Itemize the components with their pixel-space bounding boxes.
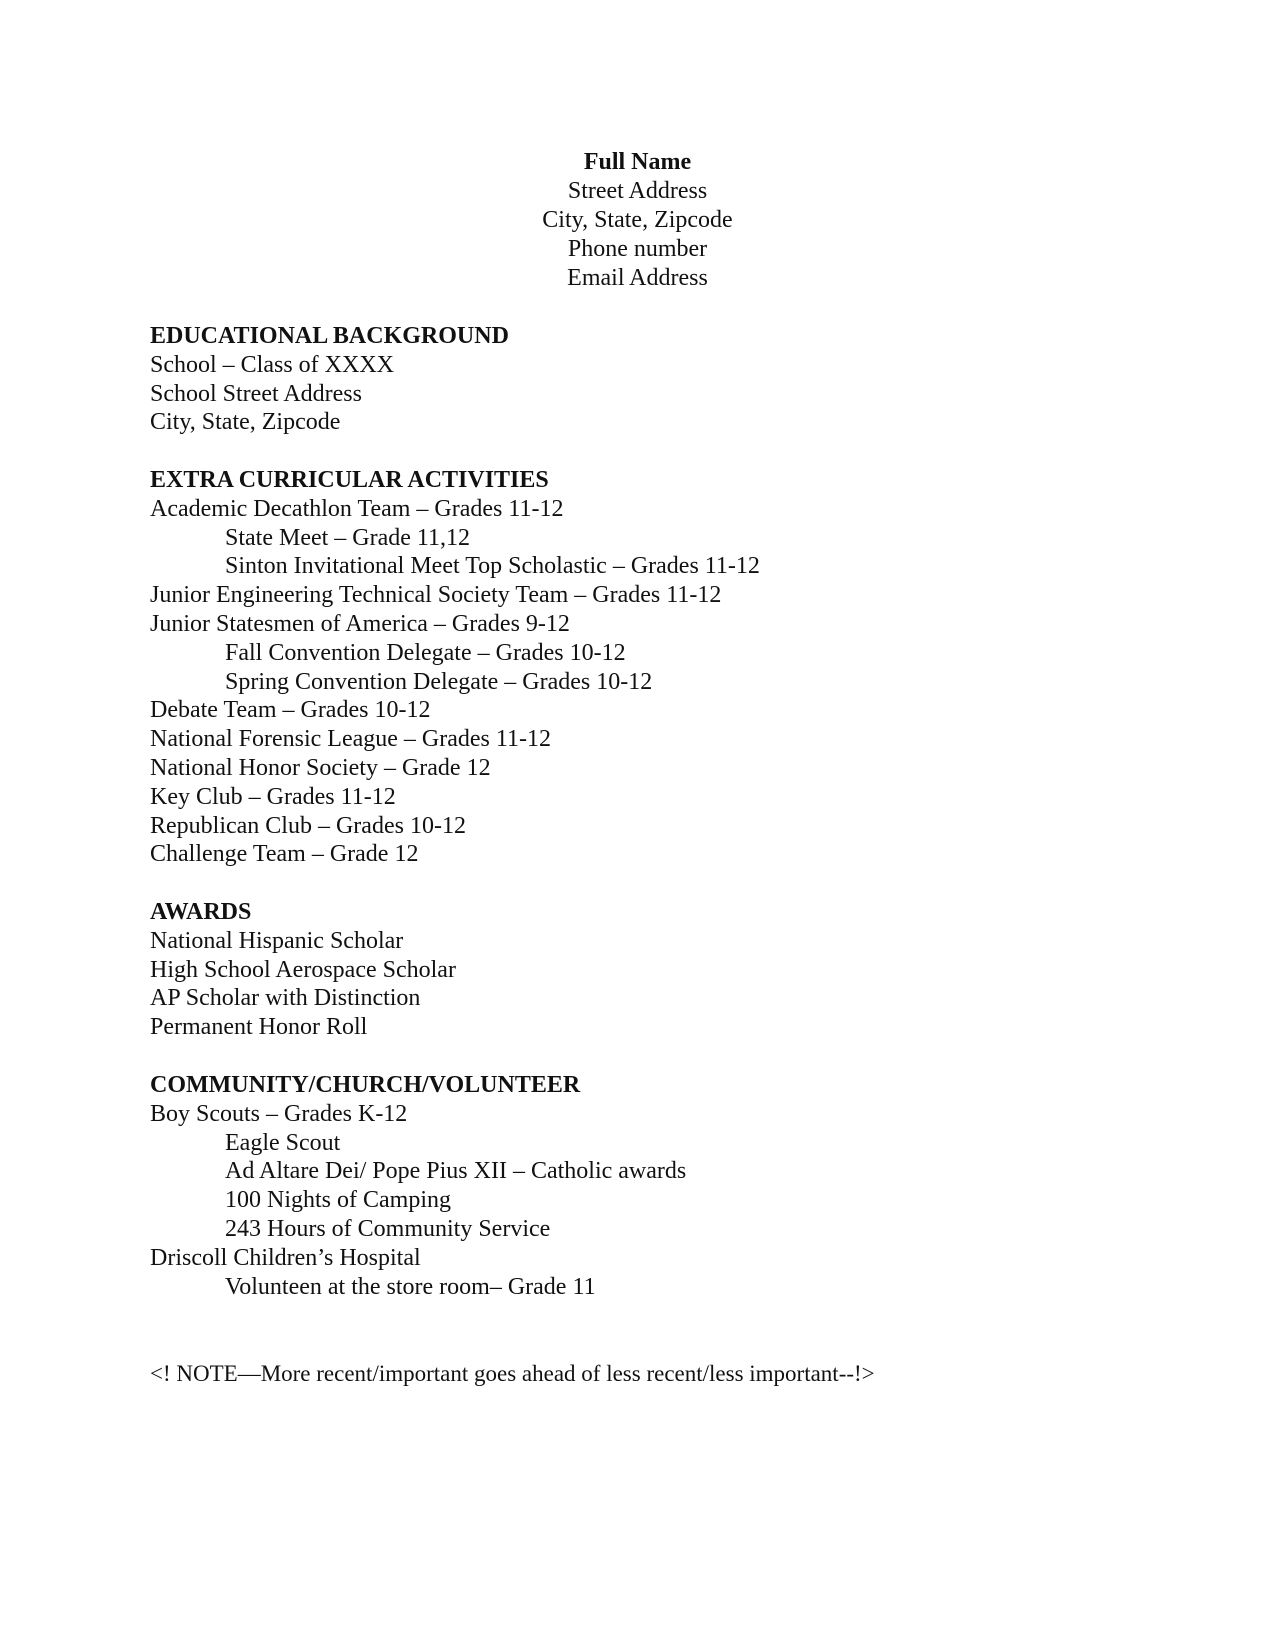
activity-item: Key Club – Grades 11-12	[150, 783, 396, 810]
education-line: School Street Address	[150, 380, 362, 407]
community-subitem: Ad Altare Dei/ Pope Pius XII – Catholic awards	[225, 1158, 687, 1185]
education-line: City, State, Zipcode	[150, 409, 341, 436]
activity-item: Challenge Team – Grade 12	[150, 841, 419, 868]
ordering-note: <! NOTE—More recent/important goes ahead of less recent/less important--!>	[150, 1361, 875, 1386]
award-item: AP Scholar with Distinction	[150, 985, 421, 1012]
activity-subitem: Sinton Invitational Meet Top Scholastic – Grades 11-12	[225, 553, 760, 580]
education-title: EDUCATIONAL BACKGROUND	[150, 323, 509, 349]
award-item: Permanent Honor Roll	[150, 1014, 368, 1041]
activity-item: Debate Team – Grades 10-12	[150, 697, 431, 724]
contact-header	[0, 148, 1275, 293]
community-item: Driscoll Children’s Hospital	[150, 1244, 421, 1271]
email-address: Email Address	[567, 265, 708, 291]
activity-item: National Forensic League – Grades 11-12	[150, 726, 551, 753]
community-subitem: Volunteen at the store room– Grade 11	[225, 1273, 596, 1300]
education-section	[150, 322, 1230, 437]
community-section	[150, 1071, 1230, 1301]
education-line: School – Class of XXXX	[150, 351, 394, 378]
community-subitem: 243 Hours of Community Service	[225, 1215, 551, 1242]
community-item: Boy Scouts – Grades K-12	[150, 1100, 408, 1127]
phone-number: Phone number	[567, 236, 708, 262]
community-subitem: 100 Nights of Camping	[225, 1187, 451, 1214]
street-address: Street Address	[567, 178, 708, 204]
city-state-zip: City, State, Zipcode	[542, 207, 733, 233]
activity-item: Junior Statesmen of America – Grades 9-12	[150, 610, 570, 637]
award-item: National Hispanic Scholar	[150, 927, 404, 954]
full-name: Full Name	[583, 149, 692, 175]
community-title: COMMUNITY/CHURCH/VOLUNTEER	[150, 1072, 581, 1098]
activity-subitem: Spring Convention Delegate – Grades 10-12	[225, 668, 653, 695]
extracurricular-title: EXTRA CURRICULAR ACTIVITIES	[150, 467, 549, 493]
activity-item: Academic Decathlon Team – Grades 11-12	[150, 495, 564, 522]
extracurricular-section	[150, 466, 1230, 869]
activity-item: Junior Engineering Technical Society Team – Grades 11-12	[150, 582, 722, 609]
activity-subitem: State Meet – Grade 11,12	[225, 524, 471, 551]
community-subitem: Eagle Scout	[225, 1129, 341, 1156]
award-item: High School Aerospace Scholar	[150, 956, 456, 983]
activity-item: Republican Club – Grades 10-12	[150, 812, 466, 839]
awards-section	[150, 898, 1230, 1042]
activity-item: National Honor Society – Grade 12	[150, 754, 491, 781]
awards-title: AWARDS	[150, 899, 252, 925]
activity-subitem: Fall Convention Delegate – Grades 10-12	[225, 639, 626, 666]
